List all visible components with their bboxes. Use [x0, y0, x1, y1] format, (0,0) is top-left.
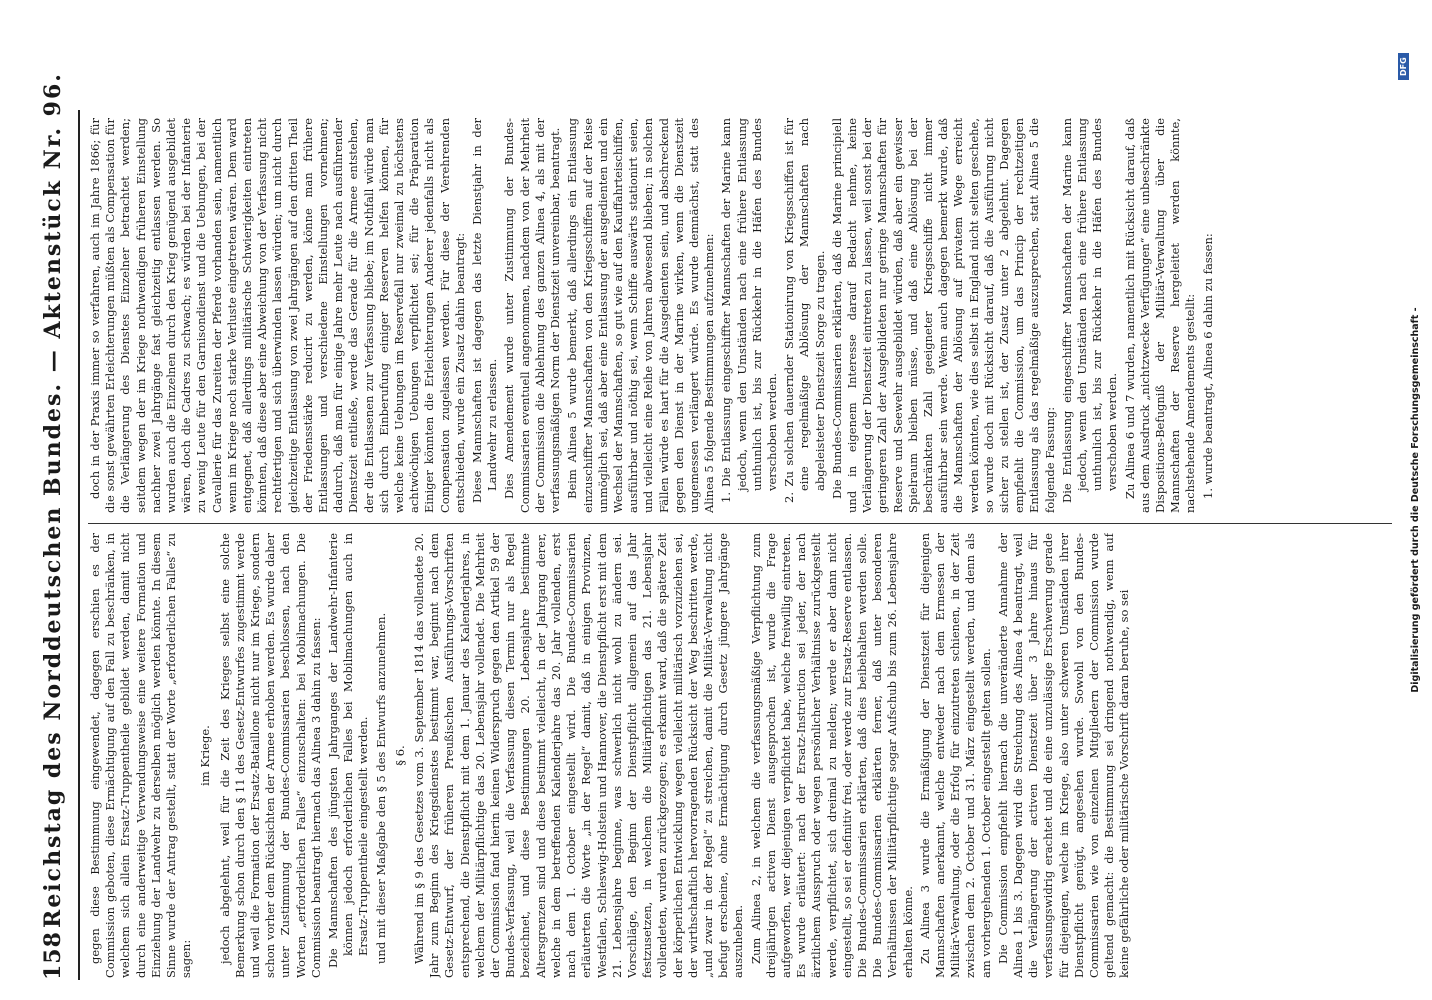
paragraph: Die Commission empfiehlt hiernach die unveränderte Annahme der Alinea 1 bis 3. Dagegen wird die Streichung des Alinea 4 beantragt, weil die Verlängerung der activen Dienstzeit über 3 Jahre hinaus für verfassungswidrig erachtet und die eine unzulässige Erschwerung gerade für diejenigen, welche im Kriege, also unter schweren Umständen ihrer Dienstpflicht genügt, angesehen wurde. Sowohl von den Bundes-Commissarien wie von einzelnen Mitgliedern der Commission wurde geltend gemacht: die Bestimmung sei dringend nothwendig, wenn auf keine gefährliche oder militärische Vorschrift daran beruhe, so sei [995, 533, 1132, 978]
paragraph: Die Bundes-Commissarien erklärten, daß die Marine principiell und in eigenem Interesse darauf Bedacht nehme, keine Verlängerung der Dienstzeit eintreten zu lassen, weil sonst bei der geringeren Zahl der Ausgebildeten nur geringe Mannschaften für Reserve und Seewehr ausgebildet würden, daß aber ein gewisser Spielraum bleiben müsse, und daß eine Ablösung bei der beschränkten Zahl geeigneter Kriegsschiffe nicht immer ausführbar sein werde. Wenn auch dagegen bemerkt wurde, daß die Mannschaften der Ablösung auf privatem Wege erreicht werden könnten, wie dies selbst in England nicht selten geschehe, so wurde doch mit Rücksicht darauf, daß die Ausführung nicht sicher zu stellen ist, der Zusatz unter 2 abgelehnt. Dagegen empfiehlt die Commission, um das Princip der rechtzeitigen Entlassung als das regelmäßige auszusprechen, statt Alinea 5 die folgende Fassung: [829, 118, 1057, 513]
paragraph: gegen diese Bestimmung eingewendet, dagegen erschien es der Commission geboten, diese Ermächtigung auf den Fall zu beschränken, in welchem sich allein Ersatz-Truppentheile gebildet werden, damit nicht durch eine anderweitige Verwendungsweise eine weitere Formation und Einziehung der Landwehr zu derselben möglich werden könnte. In diesem Sinne wurde der Antrag gestellt, statt der Worte „erforderlichen Falles“ zu sagen: [88, 533, 194, 978]
paragraph: jedoch abgelehnt, weil für die Zeit des Krieges selbst eine solche Bemerkung schon durch den § 11 des Gesetz-Entwurfes zugestimmt werde und weil die Formation der Ersatz-Bataillone nicht nur im Kriege, sondern schon vorher dem Rücksichten der Armee erhoben werden. Es wurde daher unter Zustimmung der Bundes-Commissarien beschlossen, nach den Worten „erforderlichen Falles“ einzuschalten: bei Mobilmachungen. Die Commission beantragt hiernach das Alinea 3 dahin zu fassen: [217, 533, 323, 978]
left-text-column [88, 533, 1392, 978]
digitization-attribution: Digitalisierung gefördert durch die Deutsche Forschungsgemeinschaft - [1410, 307, 1421, 693]
paragraph: 1. wurde beantragt, Alinea 6 dahin zu fassen: [1200, 233, 1215, 499]
proposed-wording: Die Entlassung eingeschiffter Mannschaften der Marine kann jedoch, wenn den Umständen nach eine frühere Entlassung unthunlich ist, bis zur Rückkehr in die Häfen des Bundes verschoben werden. [1059, 118, 1120, 503]
paragraph: Beim Alinea 5 wurde bemerkt, daß allerdings ein Entlassung einzuschiffter Mannschaften von den Kriegsschiffen auf der Reise unmöglich sei, daß aber eine Entlassung der ausgedienten und ein Wechsel der Mannschaften, so gut wie auf den Kauffahrteischiffen, ausführbar und nöthig sei, wenn Schiffe auswärts stationirt seien, und vielleicht eine Reihe von Jahren abwesend blieben; in solchen Fällen würde es hart für die Ausgedienten sein, und abschreckend gegen den Dienst in der Marine wirken, wenn die Dienstzeit ungemessen verlängert würde. Es wurde demnächst, statt des Alinea 5 folgende Bestimmungen aufzunehmen: [565, 118, 717, 513]
paragraph: Dies Amendement wurde unter Zustimmung der Bundes-Commissarien eventuell angenommen, nachdem von der Mehrheit der Commission die Ablehnung des ganzen Alinea 4, als mit der verfassungsmäßigen Norm der Dienstzeit unvereinbar, beantragt. [502, 118, 563, 513]
paragraph: doch in der Praxis immer so verfahren, auch im Jahre 1866; für die sonst gewährten Erleichterungen müßten als Compensation für die Verlängerung des Dienstes Einzelner betrachtet werden; seitdem wegen der im Kriege nothwendigen früheren Einstellung nachher zwei Jahrgänge fast gleichzeitig entlassen werden. So wurden auch die Einzelnen durch den Krieg genügend ausgebildet wären, doch die Cadres zu schwach; es würden bei der Infanterie zu wenig Leute für den Garnisondienst und die Uebungen, bei der Cavallerie für das Zureiten der Pferde vorhanden sein, namentlich wenn im Kriege noch starke Verluste eingetreten wären. Dem ward entgegnet, daß allerdings militärische Schwierigkeiten eintreten könnten, daß diese aber eine Abweichung von der Verfassung nicht rechtfertigen und sich überwinden lassen würden; um nicht durch gleichzeitige Entlassung von zwei Jahrgängen auf den dritten Theil der Friedensstärke reducirt zu werden, könne man frühere Entlassungen und verschiedene Einstellungen vornehmen; dadurch, daß man für einige Jahre mehr Leute nach ausführender Dienstzeit entließe, werde das Gerade für die Armee entstehen, der die Entlassenen zur Verfassung bliebe; im Nothfall würde man sich durch Einberufung einiger Reserven helfen können, für welche keine Uebungen im Reservefall nur zweimal zu höchstens achtwöchigen Uebungen verpflichtet sei; für die Präparation Einiger könnten die Erleichterungen Anderer jedenfalls nicht als Compensation zugelassen werden. Für diese der Verehrenden entschieden, wurde ein Zusatz dahin beantragt: [88, 118, 467, 513]
paragraph: Während im § 9 des Gesetzes vom 3. September 1814 das vollendete 20. Jahr zum Beginn des Kriegsdienstes bestimmt war, beginnt nach dem Gesetz-Entwurf, der früheren Preußischen Ausführungs-Vorschriften entsprechend, die Dienstpflicht mit dem 1. Januar des Kalenderjahres, in welchem der Militärpflichtige das 20. Lebensjahr vollendet. Die Mehrheit der Commission fand hierin keinen Widerspruch gegen den Artikel 59 der Bundes-Verfassung, weil die Verfassung diesen Termin nur als Regel bezeichnet, und diese Bestimmungen 20. Lebensjahre bestimmte Altersgrenzen sind und diese bestimmt vielleicht, in der Jahrgang derer, welche in dem betreffenden Kalenderjahre das 20. Jahr vollenden, erst nach dem 1. October eingestellt wird. Die Bundes-Commissarien erläuterten die Worte „in der Regel“ damit, daß in einigen Provinzen, Westfalen, Schleswig-Holstein und Hannover, die Dienstpflicht erst mit dem 21. Lebensjahre beginne, was schwerlich nicht wohl zu ändern sei. Vorschläge, den Beginn der Dienstpflicht allgemein auf das Jahr festzusetzen, in welchem die Militärpflichtigen das 21. Lebensjahr vollendeten, wurden zurückgezogen; es erkannt ward, daß die spätere Zeit der körperlichen Entwicklung wegen vielleicht militärisch vorzuziehen sei, der wirthschaftlich hervorragenden Rücksicht der Weg beschritten werde, „und zwar in der Regel“ zu streichen, damit die Militär-Verwaltung nicht befugt erscheine, ohne Ermächtigung durch Gesetz jüngere Jahrgänge auszuheben. [412, 533, 746, 978]
proposed-wording: Diese Mannschaften ist dagegen das letzte Dienstjahr in der Landwehr zu erlassen. [470, 118, 500, 503]
numbered-item: 2. Zu solchen dauernder Stationirung von Kriegsschiffen ist für eine regelmäßige Ablösung der Mannschaften nach abgeleisteter Dienstzeit Sorge zu tragen. [782, 118, 827, 503]
section-heading: § 6. [392, 745, 407, 766]
paragraph: Zu Alinea 3 wurde die Ermäßigung der Dienstzeit für diejenigen Mannschaften anerkannt, welche entweder nach dem Ermessen der Militär-Verwaltung, oder die Erfolg für einzutreten schienen, in der Zeit zwischen dem 2. October und 31. März eingestellt werden, und denn als am vorhergehenden 1. October eingestellt gelten sollen. [917, 533, 993, 978]
page-number: 158 [40, 931, 66, 980]
quoted-phrase: im Kriege. [198, 725, 213, 786]
paragraph: Zu Alinea 6 und 7 wurden, namentlich mit Rücksicht darauf, daß aus dem Ausdruck „nichtzwecke Verfügungen“ eine unbeschränkte Dispositions-Befugniß der Militär-Verwaltung über die Mannschaften der Reserve hergeleitet werden könnte, nachstehende Amendements gestellt: [1122, 118, 1198, 513]
paragraph: Zum Alinea 2, in welchem die verfassungsmäßige Verpflichtung zum dreijährigen activen Dienst ausgesprochen ist, wurde die Frage aufgeworfen, wer diejenigen verpflichtet habe, welche freiwillig eintreten. Es wurde erläutert: nach der Ersatz-Instruction sei jeder, der nach ärztlichem Ausspruch oder wegen persönlicher Verhältnisse zurückgestellt werde, verpflichtet, sich dreimal zu melden; werde er aber dann nicht eingestellt, so sei er definitiv frei, oder werde zur Ersatz-Reserve entlassen. Die Bundes-Commissarien erklärten, daß dies beibehalten werden solle. Die Bundes-Commissarien erklärten ferner, daß unter besonderen Verhältnissen der Militärpflichtige sogar Aufschub bis zum 26. Lebensjahre erhalten könne. [748, 533, 915, 978]
running-head: Reichstag des Norddeutschen Bundes. — Aktenstück Nr. 96. [40, 72, 66, 928]
proposed-wording: Die Mannschaften des jüngsten Jahrganges der Landwehr-Infanterie können jedoch erforderlichen Falles bei Mobilmachungen auch in Ersatz-Truppentheile eingestellt werden. [326, 533, 371, 968]
right-text-column [88, 118, 1392, 513]
column-divider [88, 523, 1392, 524]
paragraph: und mit dieser Maßgabe den § 5 des Entwurfs anzunehmen. [373, 612, 388, 964]
header-rule [78, 110, 80, 980]
dfg-logo: DFG [1398, 53, 1409, 80]
numbered-item: 1. Die Entlassung eingeschiffter Mannschaften der Marine kann jedoch, wenn den Umständen nach eine frühere Entlassung unthunlich ist, bis zur Rückkehr in die Häfen des Bundes verschoben werden. [719, 118, 779, 503]
